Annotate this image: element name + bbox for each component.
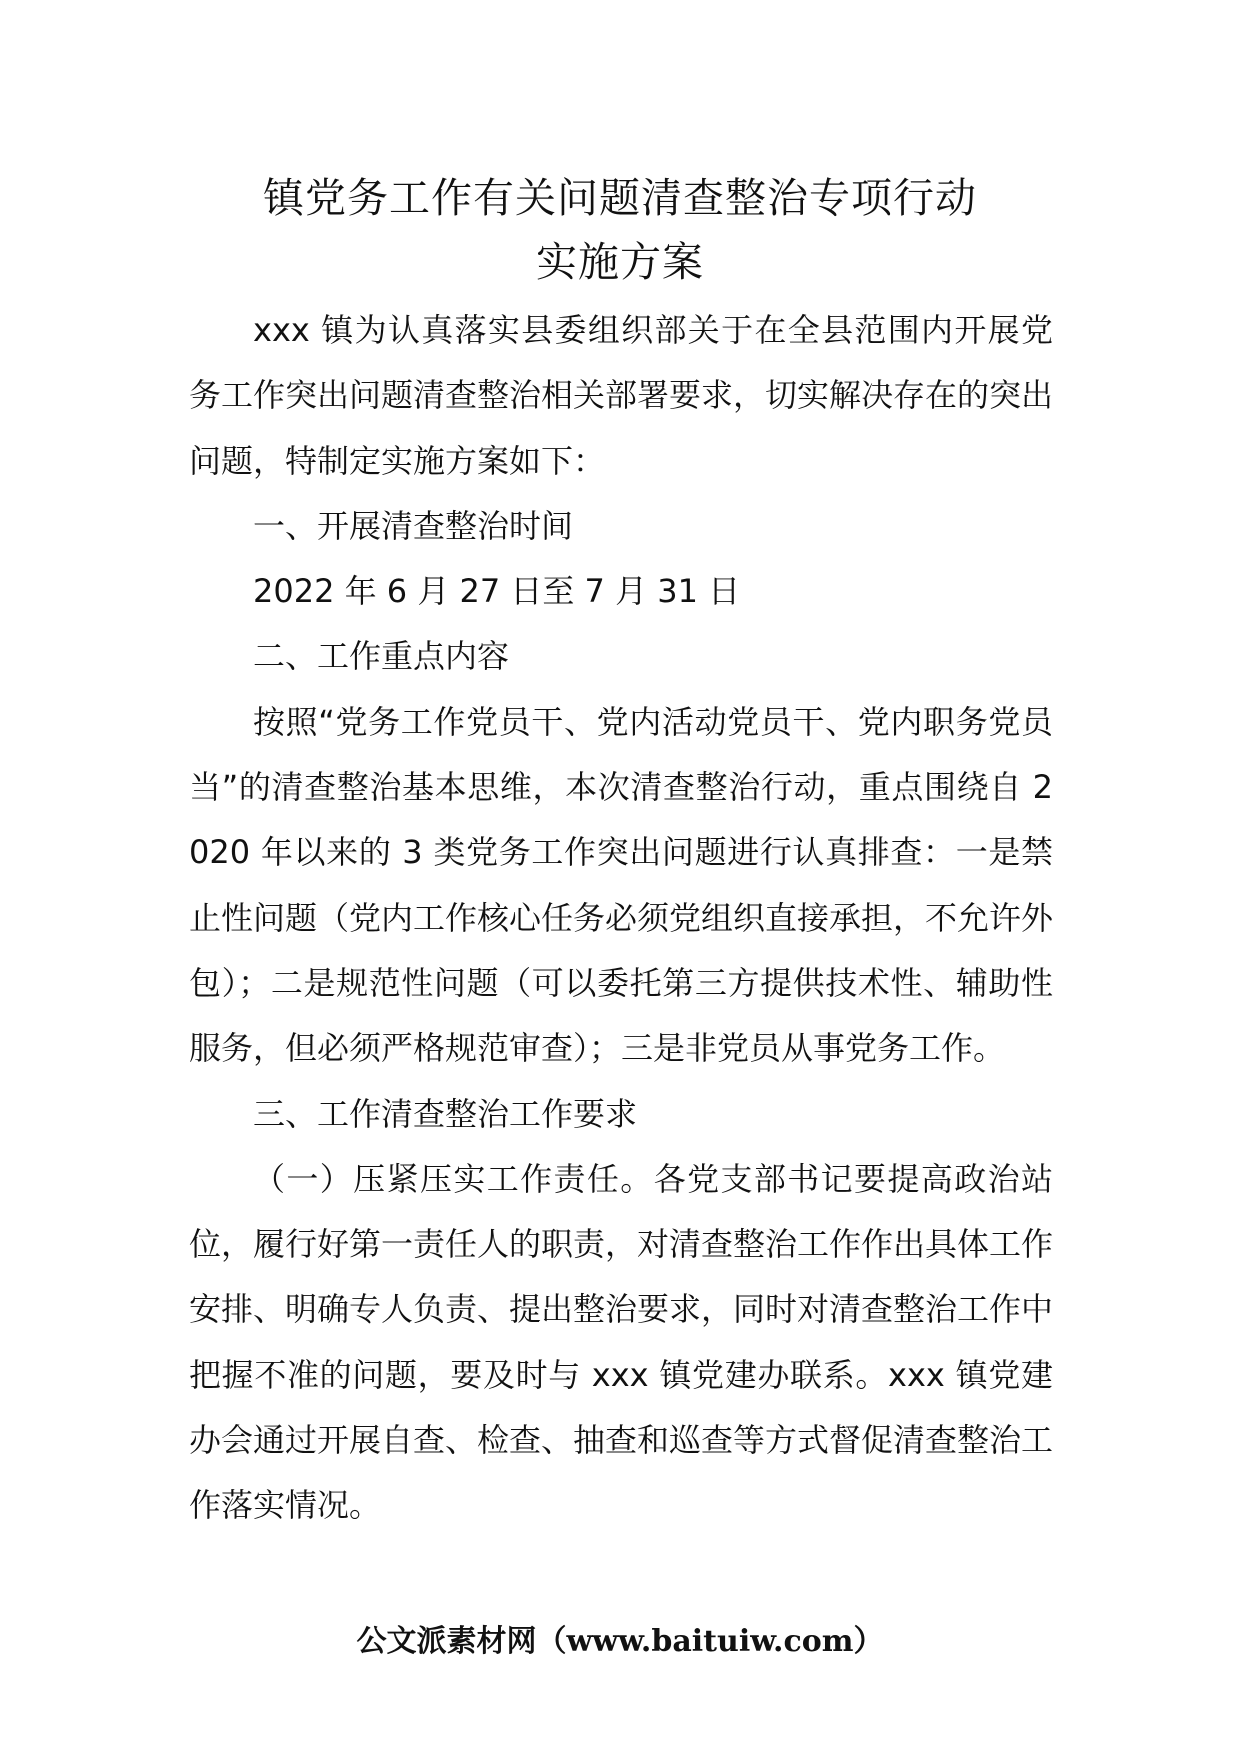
section-1-body: 2022 年 6 月 27 日至 7 月 31 日 bbox=[253, 572, 741, 611]
intro-paragraph: xxx 镇为认真落实县委组织部关于在全县范围内开展党务工作突出问题清查整治相关部署要求，切实解决存在的突出问题，特制定实施方案如下： bbox=[189, 311, 1054, 480]
section-2-heading: 二、工作重点内容 bbox=[253, 637, 510, 676]
footer-watermark: 公文派素材网（www.baituiw.com） bbox=[356, 1624, 884, 1659]
section-2-body: 按照“党务工作党员干、党内活动党员干、党内职务党员当”的清查整治基本思维，本次清查整治行动，重点围绕自 2020 年以来的 3 类党务工作突出问题进行认真排查：一是禁止性问题（党内工作核心任务必须党组织直接承担，不允许外包）；二是规范性问题（可以委托第三方提供技术性、辅助性服务，但必须严格规范审查）；三是非党员从事党务工作。 bbox=[189, 702, 1054, 1068]
section-3-heading: 三、工作清查整治工作要求 bbox=[253, 1094, 638, 1133]
document-title bbox=[150, 166, 1090, 294]
section-1-heading: 一、开展清查整治时间 bbox=[253, 506, 574, 545]
section-3-item-1: （一）压紧压实工作责任。各党支部书记要提高政治站位，履行好第一责任人的职责，对清查整治工作作出具体工作安排、明确专人负责、提出整治要求，同时对清查整治工作中把握不准的问题，要及时与 xxx 镇党建办联系。xxx 镇党建办会通过开展自查、检查、抽查和巡查等方式督促清查整治工作落实情况。 bbox=[189, 1159, 1054, 1525]
title-line-1: 镇党务工作有关问题清查整治专项行动 bbox=[263, 174, 977, 222]
document-body bbox=[189, 298, 1053, 1539]
title-line-2: 实施方案 bbox=[536, 238, 704, 286]
